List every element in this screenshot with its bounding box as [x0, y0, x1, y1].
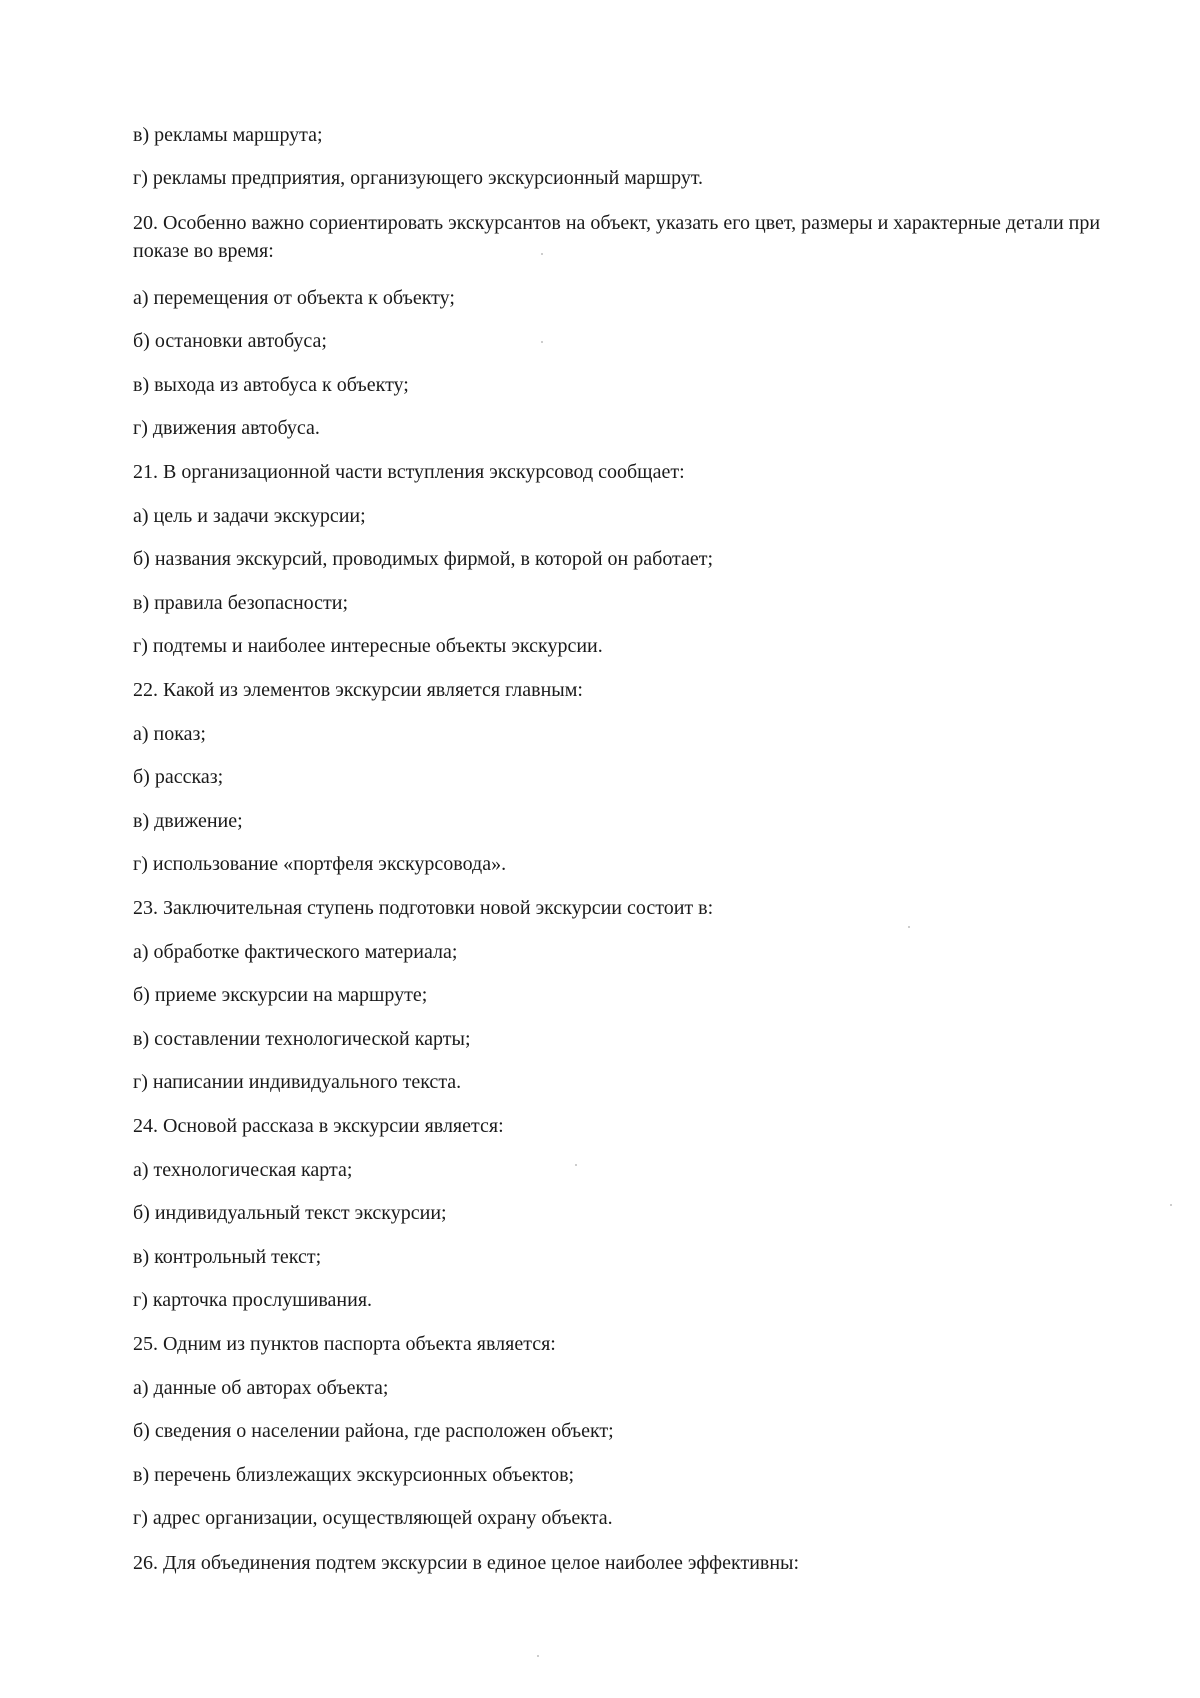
question-25: 25. Одним из пунктов паспорта объекта является: [133, 1333, 556, 1355]
answer-option: б) сведения о населении района, где расположен объект; [133, 1420, 614, 1442]
answer-option: б) рассказ; [133, 766, 224, 788]
scan-speck [908, 926, 910, 928]
answer-option: в) движение; [133, 810, 243, 832]
question-24: 24. Основой рассказа в экскурсии является: [133, 1115, 504, 1137]
answer-option: б) остановки автобуса; [133, 330, 327, 352]
question-26: 26. Для объединения подтем экскурсии в единое целое наиболее эффективны: [133, 1552, 800, 1574]
scan-speck [1170, 1204, 1172, 1206]
answer-option: а) технологическая карта; [133, 1159, 353, 1181]
answer-option: а) цель и задачи экскурсии; [133, 505, 366, 527]
scan-speck [537, 1655, 539, 1657]
answer-option: б) индивидуальный текст экскурсии; [133, 1202, 447, 1224]
answer-option: в) составлении технологической карты; [133, 1028, 471, 1050]
answer-option: а) обработке фактического материала; [133, 941, 458, 963]
answer-option: а) данные об авторах объекта; [133, 1377, 389, 1399]
answer-option: в) перечень близлежащих экскурсионных объектов; [133, 1464, 575, 1486]
answer-option: г) написании индивидуального текста. [133, 1071, 462, 1093]
answer-option: в) выхода из автобуса к объекту; [133, 374, 409, 396]
answer-option: в) рекламы маршрута; [133, 124, 323, 146]
question-20: 20. Особенно важно сориентировать экскурсантов на объект, указать его цвет, размеры и характерные детали при показе во время: [133, 212, 1101, 262]
answer-option: г) использование «портфеля экскурсовода». [133, 853, 507, 875]
answer-option: а) перемещения от объекта к объекту; [133, 287, 455, 309]
answer-option: г) карточка прослушивания. [133, 1289, 373, 1311]
question-23: 23. Заключительная ступень подготовки новой экскурсии состоит в: [133, 897, 714, 919]
answer-option: а) показ; [133, 723, 206, 745]
answer-option: г) движения автобуса. [133, 417, 320, 439]
question-21: 21. В организационной части вступления экскурсовод сообщает: [133, 461, 685, 483]
scan-speck [541, 253, 543, 255]
answer-option: в) правила безопасности; [133, 592, 349, 614]
answer-option: г) подтемы и наиболее интересные объекты экскурсии. [133, 635, 603, 657]
answer-option: в) контрольный текст; [133, 1246, 322, 1268]
answer-option: б) приеме экскурсии на маршруте; [133, 984, 428, 1006]
answer-option: г) адрес организации, осуществляющей охрану объекта. [133, 1507, 613, 1529]
scan-speck [575, 1164, 577, 1166]
answer-option: б) названия экскурсий, проводимых фирмой, в которой он работает; [133, 548, 714, 570]
answer-option: г) рекламы предприятия, организующего экскурсионный маршрут. [133, 167, 704, 189]
question-22: 22. Какой из элементов экскурсии является главным: [133, 679, 583, 701]
scan-speck [541, 341, 543, 343]
